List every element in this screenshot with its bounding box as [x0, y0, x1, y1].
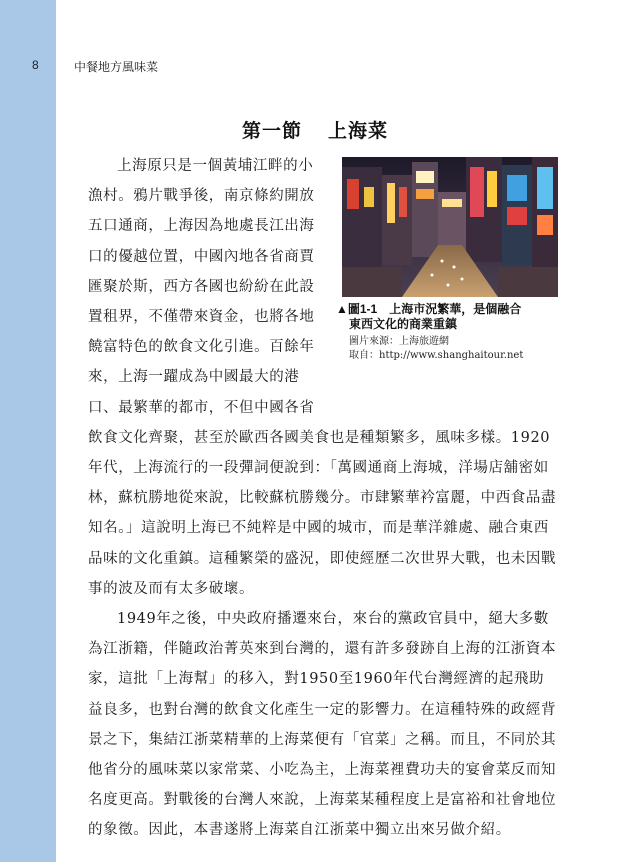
page-number: 8: [32, 58, 39, 72]
paragraph-1: 上海原只是一個黃埔江畔的小漁村。鴉片戰爭後，南京條約開放五口通商，上海因為地處長江出海口的優越位置，中國內地各省商賈匯聚於斯，西方各國也紛紛在此設置租界，不僅帶來資金，也將各地饒富特色的飲食文化引進。百餘年來，上海一躍成為中國最大的港口、最繁華的都市，不但中國各省飲食文化齊聚，甚至於歐西各國美食也是種類繁多，風味多樣。1920年代，上海流行的一段彈詞便說到：「萬國通商上海城，洋場店舖密如林，蘇杭勝地從來說，比較蘇杭勝幾分。市肆繁華衿富麗，中西食品盡知名。」這說明上海已不純粹是中國的城市，而是華洋雜處、融合東西品味的文化重鎮。這種繁榮的盛況，即使經歷二次世界大戰，也未因戰事的波及而有太多破壞。: [88, 158, 557, 597]
section-name: 上海菜: [328, 120, 389, 142]
body-text: [88, 151, 558, 846]
figure-source: [349, 335, 558, 363]
shanghai-street-photo: [342, 157, 558, 297]
caption-line-1: ▲圖1-1 上海市況繁華，是個融合: [336, 302, 522, 316]
figure-1-1: [336, 157, 558, 399]
figure-caption: [336, 302, 558, 332]
caption-line-2: 東西文化的商業重鎮: [349, 317, 458, 331]
section-number: 第一節: [241, 120, 302, 142]
running-header: 中餐地方風味菜: [74, 60, 159, 74]
section-title: [0, 116, 630, 143]
source-line-1: 圖片來源：上海旅遊網: [349, 336, 449, 347]
paragraph-2: 1949年之後，中央政府播遷來台，來台的黨政官員中，絕大多數為江浙籍，伴隨政治菁英來到台灣的，還有許多發跡自上海的江浙資本家，這批「上海幫」的移入，對1950至1960年代台灣經濟的起飛助益良多，也對台灣的飲食文化產生一定的影響力。在這種特殊的政經背景之下，集結江浙菜精華的上海菜便有「官菜」之稱。而且，不同於其他省分的風味菜以家常菜、小吃為主，上海菜裡費功夫的宴會菜反而知名度更高。對戰後的台灣人來說，上海菜某種程度上是富裕和社會地位的象徵。因此，本書遂將上海菜自江浙菜中獨立出來另做介紹。: [88, 611, 557, 839]
source-line-2: 取自：http://www.shanghaitour.net: [349, 350, 524, 361]
